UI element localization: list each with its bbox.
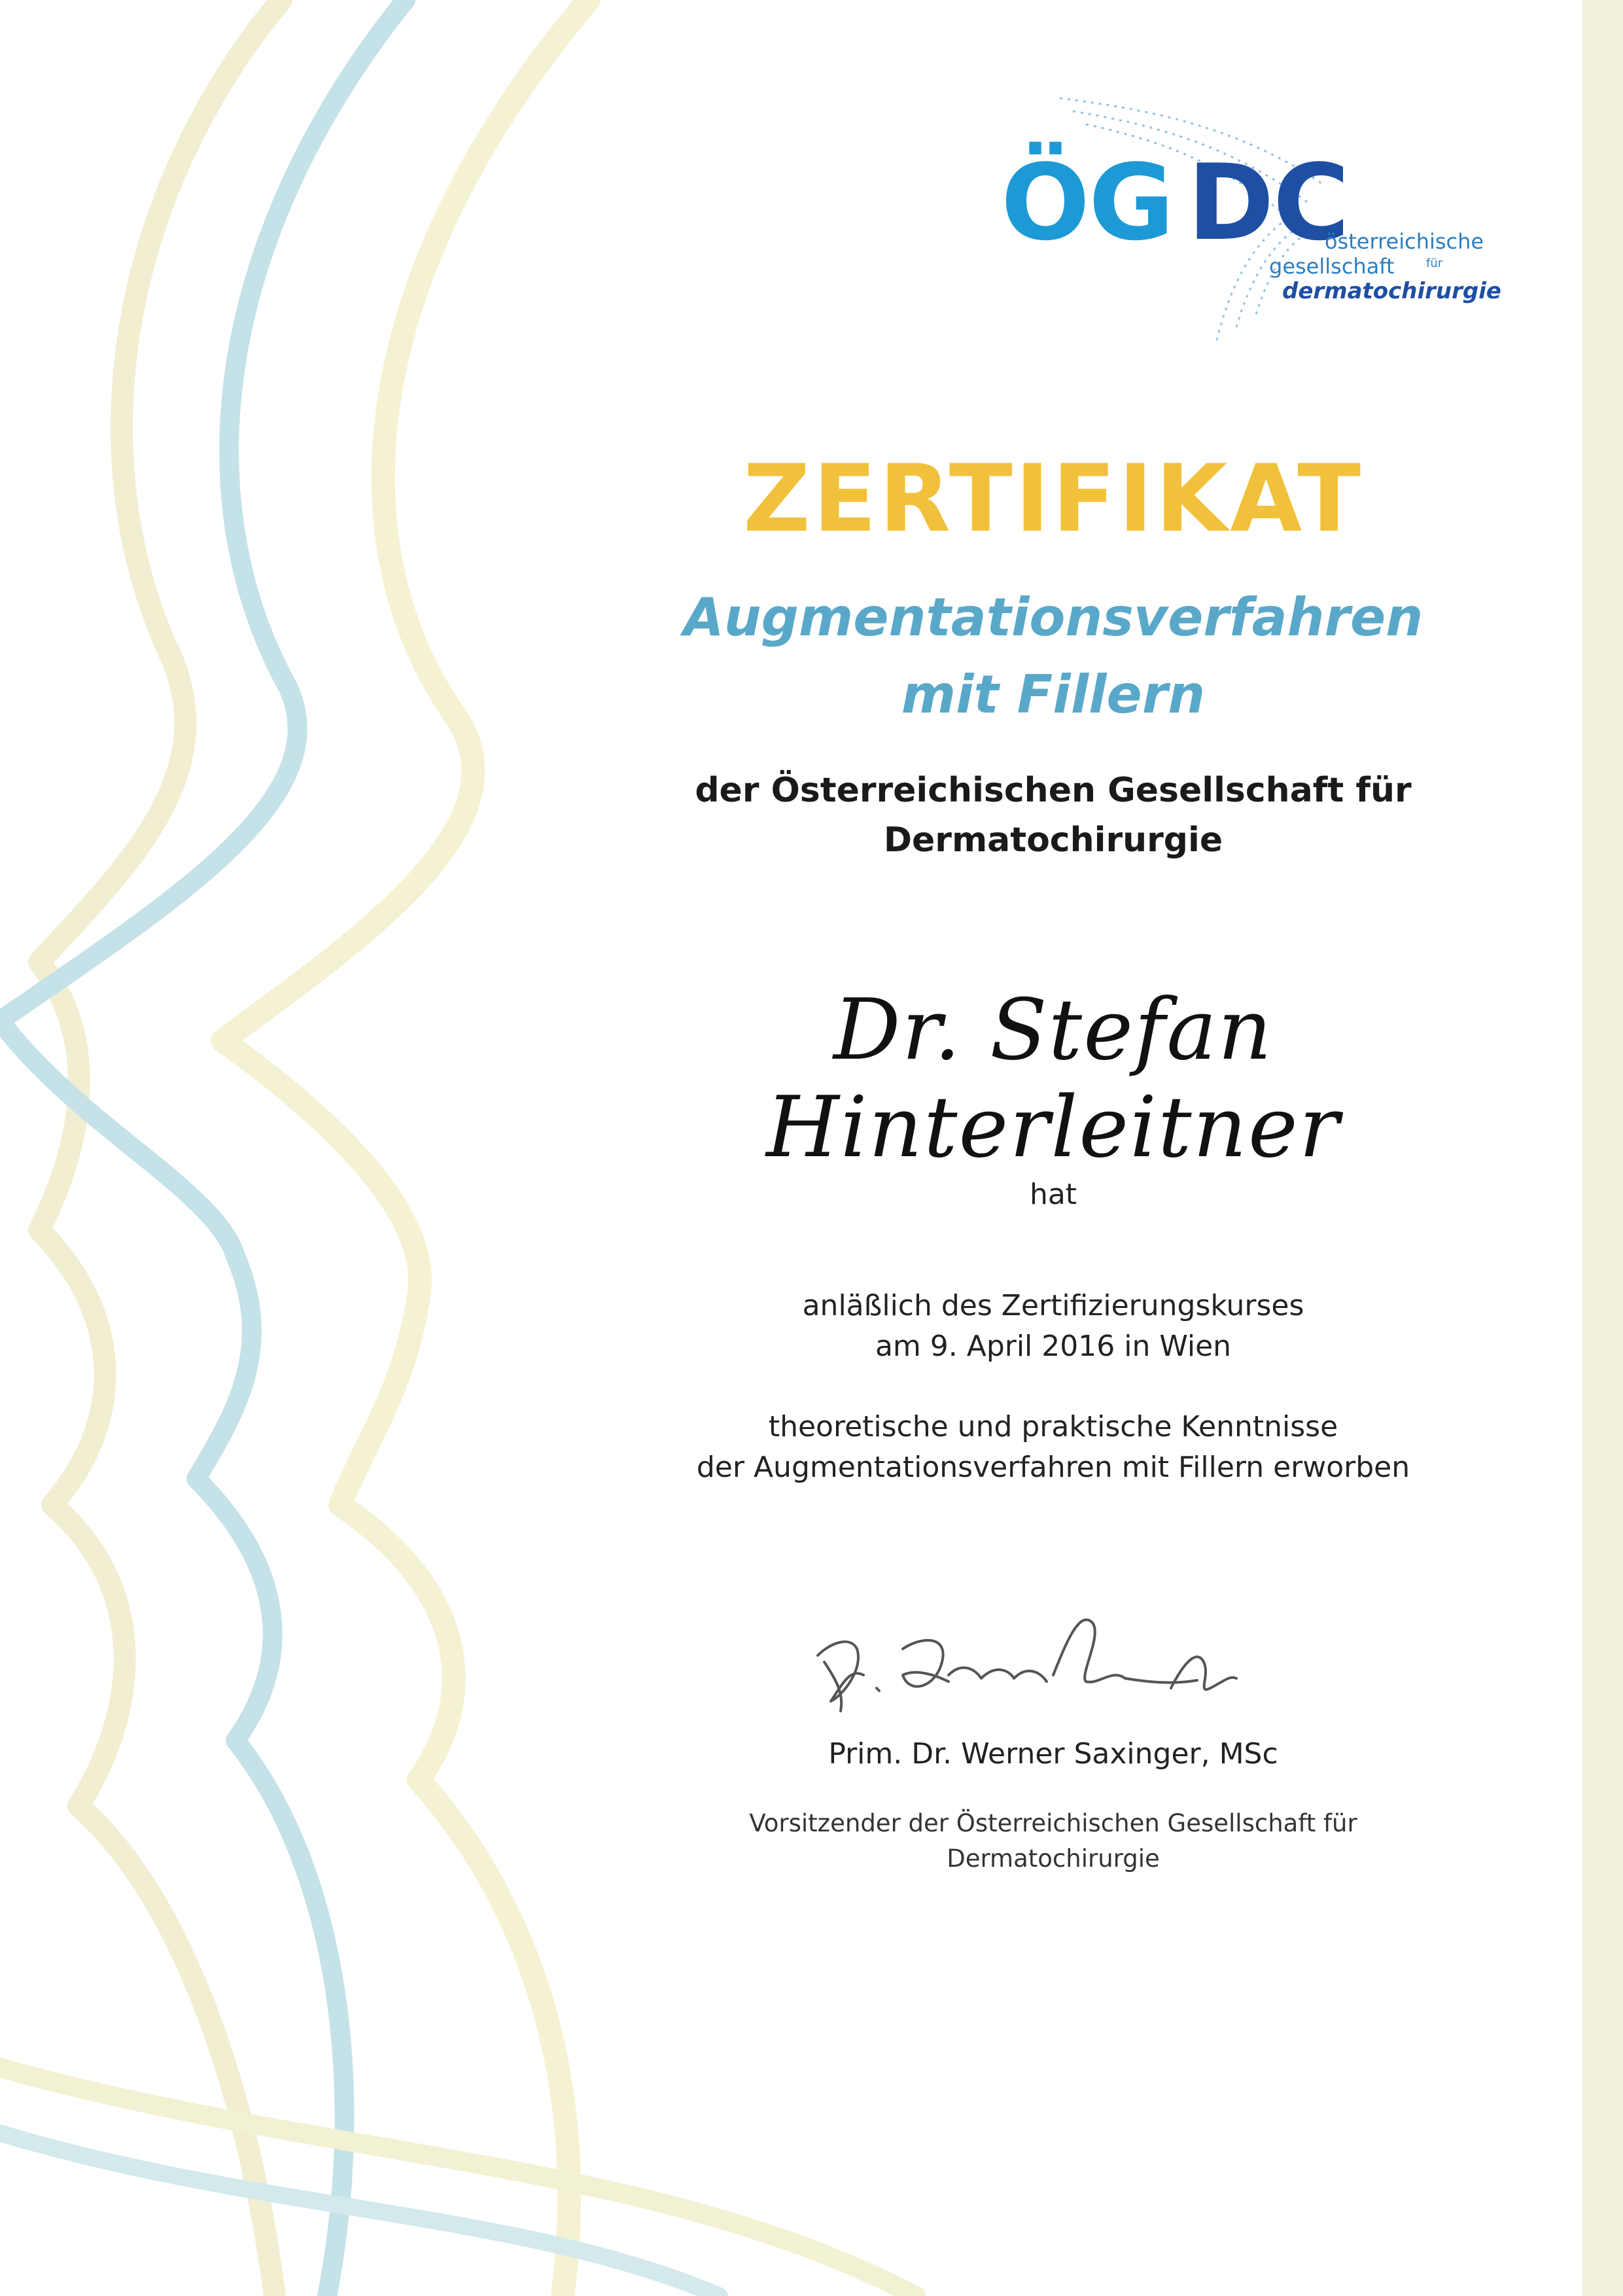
course-text <box>628 1286 1478 1367</box>
certificate-title: ZERTIFIKAT <box>742 445 1364 553</box>
signer-role-line-2: Dermatochirurgie <box>947 1845 1160 1873</box>
svg-text:ÖG: ÖG <box>1001 141 1174 264</box>
subtitle-line-2: mit Fillern <box>901 664 1206 725</box>
course-line-2: am 9. April 2016 in Wien <box>875 1330 1232 1363</box>
logo-line3: dermatochirurgie <box>1282 278 1501 304</box>
logo-line2: gesellschaft <box>1269 254 1395 279</box>
recipient-name: Dr. Stefan Hinterleitner <box>766 981 1340 1176</box>
right-edge-strip <box>1582 0 1623 2296</box>
certificate-subtitle <box>628 579 1478 733</box>
handwritten-signature-icon <box>805 1597 1249 1727</box>
knowledge-line-2: der Augmentationsverfahren mit Fillern erworben <box>696 1451 1410 1484</box>
hat-text: hat <box>1029 1178 1077 1211</box>
svg-text:DC: DC <box>1187 141 1349 264</box>
oegdc-logo <box>968 92 1531 353</box>
signer-role-line-1: Vorsitzender der Österreichischen Gesellschaft für <box>749 1809 1357 1837</box>
society-line-1: der Österreichischen Gesellschaft für <box>695 771 1412 810</box>
subtitle-line-1: Augmentationsverfahren <box>683 587 1423 648</box>
logo-line1: österreichische <box>1325 229 1484 254</box>
signer-role <box>628 1806 1478 1877</box>
course-line-1: anläßlich des Zertifizierungskurses <box>802 1289 1304 1322</box>
signer-name: Prim. Dr. Werner Saxinger, MSc <box>828 1737 1278 1771</box>
knowledge-line-1: theoretische und praktische Kenntnisse <box>768 1410 1338 1443</box>
logo-line2-small: für <box>1426 256 1443 270</box>
society-line-2: Dermatochirurgie <box>883 821 1223 860</box>
society-name <box>628 766 1478 865</box>
knowledge-text <box>628 1407 1478 1488</box>
